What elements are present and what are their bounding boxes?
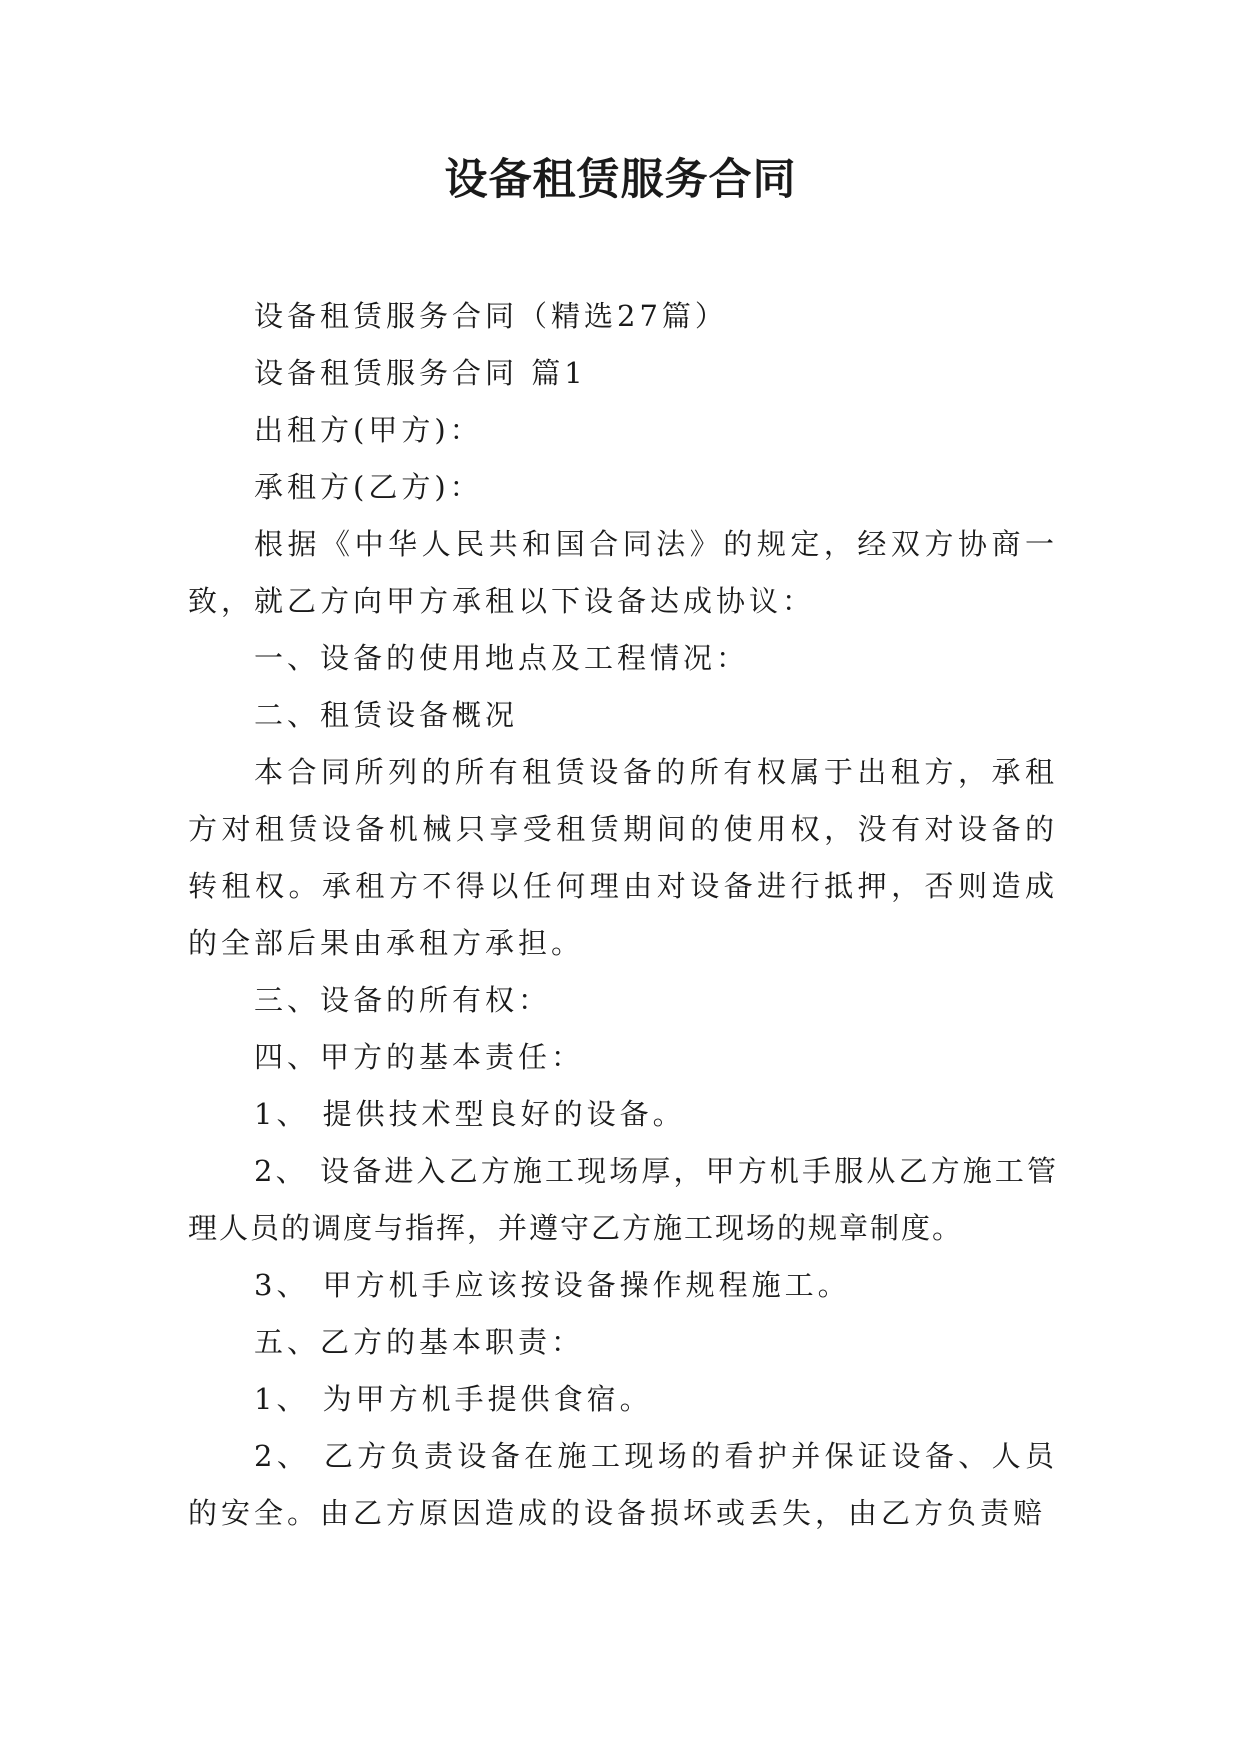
paragraph-clause-5-heading: 五、乙方的基本职责： bbox=[254, 1325, 585, 1359]
paragraph-lessee-duty-2: 2、 乙方负责设备在施工现场的看护并保证设备、人员的安全。由乙方原因造成的设备损坏或丢失，由乙方负责赔 bbox=[188, 1439, 1058, 1530]
document-title: 设备租赁服务合同 bbox=[444, 155, 797, 205]
document-body bbox=[188, 288, 1058, 1542]
paragraph-subtitle: 设备租赁服务合同（精选27篇） bbox=[254, 299, 728, 333]
paragraph-clause-2-heading: 二、租赁设备概况 bbox=[254, 698, 519, 732]
paragraph-clause-3-heading: 三、设备的所有权： bbox=[254, 983, 552, 1017]
paragraph-lessor: 出租方(甲方)： bbox=[254, 413, 483, 447]
paragraph-lessor-duty-3: 3、 甲方机手应该按设备操作规程施工。 bbox=[254, 1268, 851, 1302]
paragraph-lessor-duty-2: 2、 设备进入乙方施工现场厚，甲方机手服从乙方施工管理人员的调度与指挥，并遵守乙方施工现场的规章制度。 bbox=[188, 1154, 1058, 1245]
paragraph-ownership-text: 本合同所列的所有租赁设备的所有权属于出租方，承租方对租赁设备机械只享受租赁期间的使用权，没有对设备的转租权。承租方不得以任何理由对设备进行抵押，否则造成的全部后果由承租方承担。 bbox=[188, 755, 1058, 960]
paragraph-lessee: 承租方(乙方)： bbox=[254, 470, 483, 504]
paragraph-lessor-duty-1: 1、 提供技术型良好的设备。 bbox=[254, 1097, 686, 1131]
paragraph-preamble: 根据《中华人民共和国合同法》的规定，经双方协商一致，就乙方向甲方承租以下设备达成协议： bbox=[188, 527, 1058, 618]
paragraph-clause-1-heading: 一、设备的使用地点及工程情况： bbox=[254, 641, 750, 675]
paragraph-clause-4-heading: 四、甲方的基本责任： bbox=[254, 1040, 585, 1074]
paragraph-section-heading: 设备租赁服务合同 篇1 bbox=[254, 356, 587, 390]
paragraph-lessee-duty-1: 1、 为甲方机手提供食宿。 bbox=[254, 1382, 653, 1416]
